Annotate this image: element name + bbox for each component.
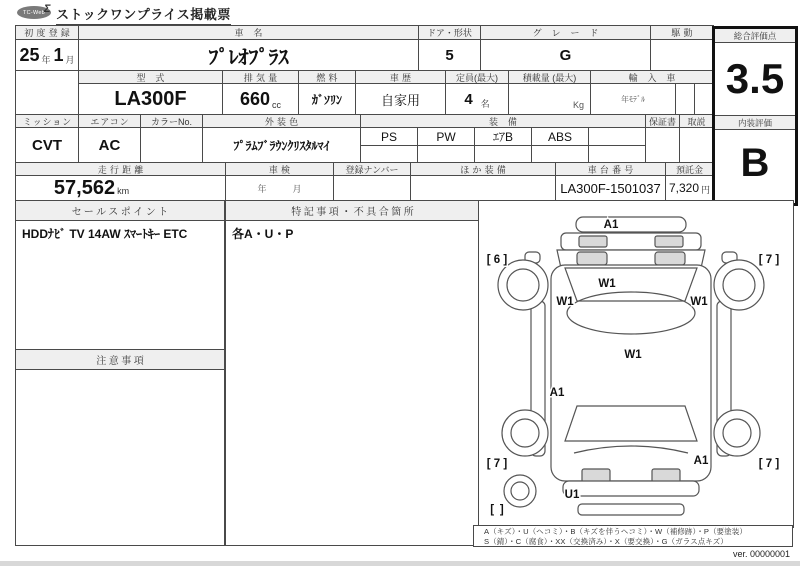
total-score-header: 総合評価点 bbox=[715, 29, 795, 43]
warranty-book-header: 保証書 bbox=[646, 115, 680, 128]
registration-number-header: 登録ナンバー bbox=[334, 163, 411, 176]
other-equipment-header: ほか装備 bbox=[411, 163, 556, 176]
damage-label: W1 bbox=[556, 296, 574, 308]
damage-code-legend bbox=[473, 525, 793, 547]
equip-cell-empty bbox=[589, 128, 646, 146]
damage-label: A1 bbox=[549, 387, 565, 399]
equip-cell-ps: PS bbox=[361, 128, 418, 146]
special-notes-content: 各A・U・P bbox=[232, 227, 294, 241]
equip-cell-abs: ABS bbox=[532, 128, 589, 146]
mileage-value bbox=[16, 176, 226, 201]
load-header: 積載量 (最大) bbox=[509, 71, 591, 84]
fuel-value: ｶﾞｿﾘﾝ bbox=[299, 84, 356, 115]
door-shape-value: 5 bbox=[419, 40, 481, 71]
sales-points-content: HDDﾅﾋﾞ TV 14AW ｽﾏｰﾄｷｰ ETC bbox=[22, 227, 188, 241]
reg-year-unit: 年 bbox=[41, 55, 51, 65]
sales-points-header: セールスポイント bbox=[16, 201, 224, 221]
import-year-model: 年ﾓﾃﾞﾙ bbox=[591, 84, 676, 115]
deposit-value bbox=[666, 176, 714, 201]
import-sub-cell bbox=[676, 84, 695, 115]
capacity-header: 定員(最大) bbox=[446, 71, 509, 84]
version-text: ver. 00000001 bbox=[732, 549, 790, 559]
transmission-header: ミッション bbox=[16, 115, 79, 128]
color-no-header: カラーNo. bbox=[141, 115, 203, 128]
damage-label: W1 bbox=[690, 296, 708, 308]
equip-cell-empty bbox=[589, 146, 646, 163]
load-unit: Kg bbox=[572, 100, 584, 110]
inspection-value bbox=[226, 176, 334, 201]
aircon-value: AC bbox=[79, 128, 141, 163]
displacement-value bbox=[223, 84, 299, 115]
legend-line-2: S（錆）・C（腐食）・XX（交換済み）・X（要交換）・G（ガラス点キズ） bbox=[484, 537, 728, 546]
equip-cell-empty bbox=[361, 146, 418, 163]
caution-content bbox=[16, 369, 224, 545]
damage-label: [ 7 ] bbox=[758, 254, 780, 266]
aircon-header: エアコン bbox=[79, 115, 141, 128]
history-header: 車歴 bbox=[356, 71, 446, 84]
displacement-header: 排気量 bbox=[223, 71, 299, 84]
equip-cell-pw: PW bbox=[418, 128, 475, 146]
front-left-wheel-shape bbox=[498, 260, 548, 310]
equip-cell-empty bbox=[475, 146, 532, 163]
exterior-color-header: 外装色 bbox=[203, 115, 361, 128]
evaluation-box bbox=[712, 26, 798, 206]
rear-bumper-shape bbox=[563, 481, 699, 496]
vehicle-spec-table bbox=[15, 25, 714, 201]
equip-cell-empty bbox=[418, 146, 475, 163]
damage-label: W1 bbox=[598, 278, 616, 290]
rear-left-wheel-shape bbox=[502, 410, 548, 456]
fuel-header: 燃料 bbox=[299, 71, 356, 84]
reg-month: 1 bbox=[53, 44, 64, 65]
car-name-header: 車名 bbox=[79, 26, 419, 40]
caution-header: 注意事項 bbox=[16, 349, 224, 370]
car-body-shape bbox=[551, 265, 711, 481]
model-code-value: LA300F bbox=[79, 84, 223, 115]
reg-month-unit: 月 bbox=[65, 55, 75, 65]
capacity-value bbox=[446, 84, 509, 115]
reg-year: 25 bbox=[19, 44, 40, 65]
drive-value bbox=[651, 40, 714, 71]
headlight-right-shape bbox=[655, 236, 683, 247]
first-registration-value bbox=[16, 40, 79, 71]
equipment-header: 装備 bbox=[361, 115, 646, 128]
sigma-logo-mark: Σ bbox=[44, 3, 51, 15]
spare-tire-shape bbox=[504, 475, 536, 507]
damage-label: [ 6 ] bbox=[486, 254, 508, 266]
legend-line-1: A（キズ）・U（ヘコミ）・B（キズを伴うヘコミ）・W（補修跡）・P（要塗装） bbox=[484, 527, 747, 536]
front-right-wheel-shape bbox=[714, 260, 764, 310]
mileage-number: 57,562 bbox=[53, 176, 116, 199]
scan-edge-artifact bbox=[0, 561, 800, 566]
sales-points-column bbox=[15, 200, 225, 546]
mileage-unit: km bbox=[117, 186, 130, 196]
grade-value: G bbox=[481, 40, 651, 71]
sheet-title: ストックワンプライス掲載票 bbox=[56, 4, 231, 25]
empty-cell bbox=[16, 71, 79, 115]
equip-cell-airbag: ｴｱB bbox=[475, 128, 532, 146]
cc-unit: cc bbox=[272, 100, 282, 110]
capacity-number: 4 bbox=[464, 90, 473, 108]
headlight-left-shape bbox=[579, 236, 607, 247]
special-notes-header: 特記事項・不具合箇所 bbox=[226, 201, 479, 221]
damage-label: U1 bbox=[564, 489, 580, 501]
car-damage-diagram bbox=[478, 200, 794, 528]
cc-number: 660 bbox=[239, 88, 271, 109]
damage-label: A1 bbox=[693, 455, 709, 467]
chassis-number-header: 車台番号 bbox=[556, 163, 666, 176]
logo-text: TC-Web bbox=[22, 9, 46, 16]
interior-score-header: 内装評価 bbox=[715, 115, 795, 130]
special-notes-column bbox=[225, 200, 480, 546]
damage-label: [ ] bbox=[490, 504, 504, 516]
exterior-color-value: ﾌﾟﾗﾑﾌﾞﾗｳﾝｸﾘｽﾀﾙﾏｲ bbox=[203, 128, 361, 163]
car-diagram-svg bbox=[479, 201, 791, 525]
owners-manual-header: 取説 bbox=[680, 115, 714, 128]
warranty-book-value bbox=[646, 128, 680, 163]
first-registration-header: 初度登録 bbox=[16, 26, 79, 40]
inspection-year-unit: 年 bbox=[257, 183, 267, 194]
rear-right-wheel-shape bbox=[714, 410, 760, 456]
import-header: 輸入車 bbox=[591, 71, 714, 84]
deposit-number: 7,320 bbox=[668, 181, 699, 195]
equip-cell-empty bbox=[532, 146, 589, 163]
car-name-value: ﾌﾟﾚｵﾌﾟﾗｽ bbox=[79, 40, 419, 71]
inspection-header: 車検 bbox=[226, 163, 334, 176]
drive-header: 駆動 bbox=[651, 26, 714, 40]
other-equipment-value bbox=[411, 176, 556, 201]
front-bumper-shape bbox=[576, 217, 686, 232]
mileage-header: 走行距離 bbox=[16, 163, 226, 176]
deposit-header: 預託金 bbox=[666, 163, 714, 176]
owners-manual-value bbox=[680, 128, 714, 163]
inspection-month-unit: 月 bbox=[292, 183, 302, 194]
interior-score-value: B bbox=[740, 140, 770, 185]
deposit-unit: 円 bbox=[701, 185, 711, 195]
color-no-value bbox=[141, 128, 203, 163]
taillight-left-shape bbox=[582, 469, 610, 482]
load-value bbox=[509, 84, 591, 115]
history-value: 自家用 bbox=[356, 84, 446, 115]
total-score-value: 3.5 bbox=[725, 54, 785, 102]
damage-label: [ 7 ] bbox=[758, 458, 780, 470]
damage-label: [ 7 ] bbox=[486, 458, 508, 470]
chassis-number-value: LA300F-1501037 bbox=[556, 176, 666, 201]
damage-label: W1 bbox=[624, 349, 642, 361]
registration-number-value bbox=[334, 176, 411, 201]
model-code-header: 型式 bbox=[79, 71, 223, 84]
capacity-unit: 名 bbox=[480, 99, 490, 109]
transmission-value: CVT bbox=[16, 128, 79, 163]
door-shape-header: ドア・形状 bbox=[419, 26, 481, 40]
grade-header: グレード bbox=[481, 26, 651, 40]
damage-label: A1 bbox=[603, 219, 619, 231]
taillight-right-shape bbox=[652, 469, 680, 482]
